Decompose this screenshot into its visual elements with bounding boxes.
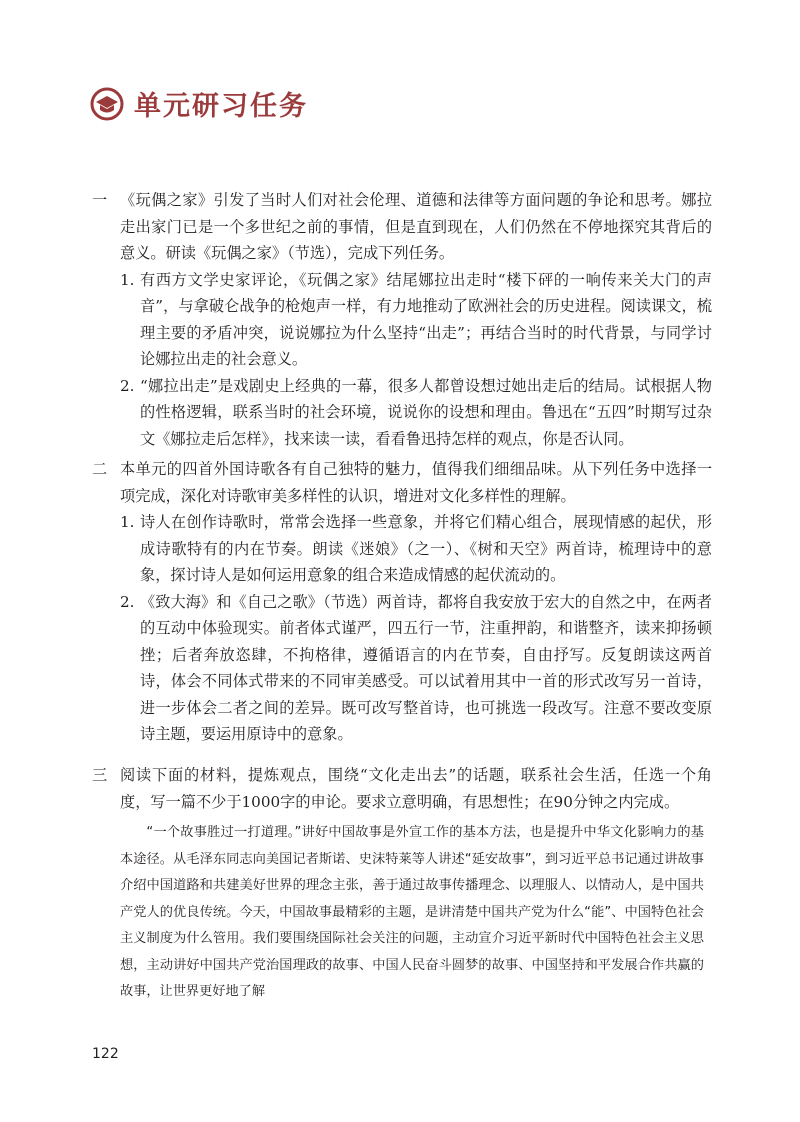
subtask-text: 诗人在创作诗歌时，常常会选择一些意象，并将它们精心组合，展现情感的起伏，形成诗歌特有的内在节奏。朗读《迷娘》（之一）、《树和天空》两首诗，梳理诗中的意象，探讨诗人是如何运用意象的组合来造成情感的起伏流动的。	[140, 513, 712, 584]
graduation-cap-icon	[90, 87, 124, 121]
subtask-number: 1.	[120, 513, 135, 531]
subtask-number: 2.	[120, 376, 135, 395]
task-text: 阅读下面的材料，提炼观点，围绕“文化走出去”的话题，联系社会生活，任选一个角度，写一篇不少于1000字的申论。要求立意明确，有思想性；在90分钟之内完成。	[120, 766, 712, 811]
subtask-1-2	[120, 373, 712, 453]
task-2	[92, 456, 712, 748]
subtask-number: 2.	[120, 592, 135, 611]
task-1	[92, 187, 712, 452]
subtask-text: 《致大海》和《自己之歌》（节选）两首诗，都将自我安放于宏大的自然之中，在两者的互动中体验现实。前者体式谨严，四五行一节，注重押韵，和谐整齐，读来抑扬顿挫；后者奔放恣肆，不拘格律，遵循语言的内在节奏，自由抒写。反复朗读这两首诗，体会不同体式带来的不同审美感受。可以试着用其中一首的形式改写另一首诗，进一步体会二者之间的差异。既可改写整首诗，也可挑选一段改写。注意不要改变原诗主题，要运用原诗中的意象。	[140, 592, 712, 743]
subtask-text: “娜拉出走”是戏剧史上经典的一幕，很多人都曾设想过她出走后的结局。试根据人物的性格逻辑，联系当时的社会环境，说说你的设想和理由。鲁迅在“五四”时期写过杂文《娜拉走后怎样》，找来读一读，看看鲁迅持怎样的观点，你是否认同。	[140, 376, 712, 448]
task-3	[92, 762, 712, 815]
subtask-1-1	[120, 267, 712, 373]
task-text: 《玩偶之家》引发了当时人们对社会伦理、道德和法律等方面问题的争论和思考。娜拉走出家门已是一个多世纪之前的事情，但是直到现在，人们仍然在不停地探究其背后的意义。研读《玩偶之家》（节选），完成下列任务。	[120, 191, 712, 262]
page-number: 122	[92, 1046, 119, 1062]
task-number: 一	[92, 191, 108, 209]
page-title: 单元研习任务	[134, 91, 308, 122]
section-header	[90, 84, 308, 123]
task-number: 二	[92, 460, 108, 478]
task-number: 三	[92, 766, 108, 784]
subtask-text: 有西方文学史家评论，《玩偶之家》结尾娜拉出走时“楼下砰的一响传来关大门的声音”，与拿破仑战争的枪炮声一样，有力地推动了欧洲社会的历史进程。阅读课文，梳理主要的矛盾冲突，说说娜拉为什么坚持“出走”；再结合当时的时代背景，与同学讨论娜拉出走的社会意义。	[140, 270, 712, 368]
subtask-2-2	[120, 589, 712, 748]
reading-material: “一个故事胜过一打道理。”讲好中国故事是外宣工作的基本方法，也是提升中华文化影响力的基本途径。从毛泽东同志向美国记者斯诺、史沫特莱等人讲述“延安故事”，到习近平总书记通过讲故事介绍中国道路和共建美好世界的理念主张，善于通过故事传播理念、以理服人、以情动人，是中国共产党人的优良传统。今天，中国故事最精彩的主题，是讲清楚中国共产党为什么“能”、中国特色社会主义制度为什么管用。我们要围绕国际社会关注的问题，主动宣介习近平新时代中国特色社会主义思想，主动讲好中国共产党治国理政的故事、中国人民奋斗圆梦的故事、中国坚持和平发展合作共赢的故事，让世界更好地了解	[120, 825, 704, 999]
subtask-2-1	[120, 509, 712, 589]
task-text: 本单元的四首外国诗歌各有自己独特的魅力，值得我们细细品味。从下列任务中选择一项完成，深化对诗歌审美多样性的认识，增进对文化多样性的理解。	[120, 460, 712, 505]
subtask-number: 1.	[120, 270, 135, 289]
